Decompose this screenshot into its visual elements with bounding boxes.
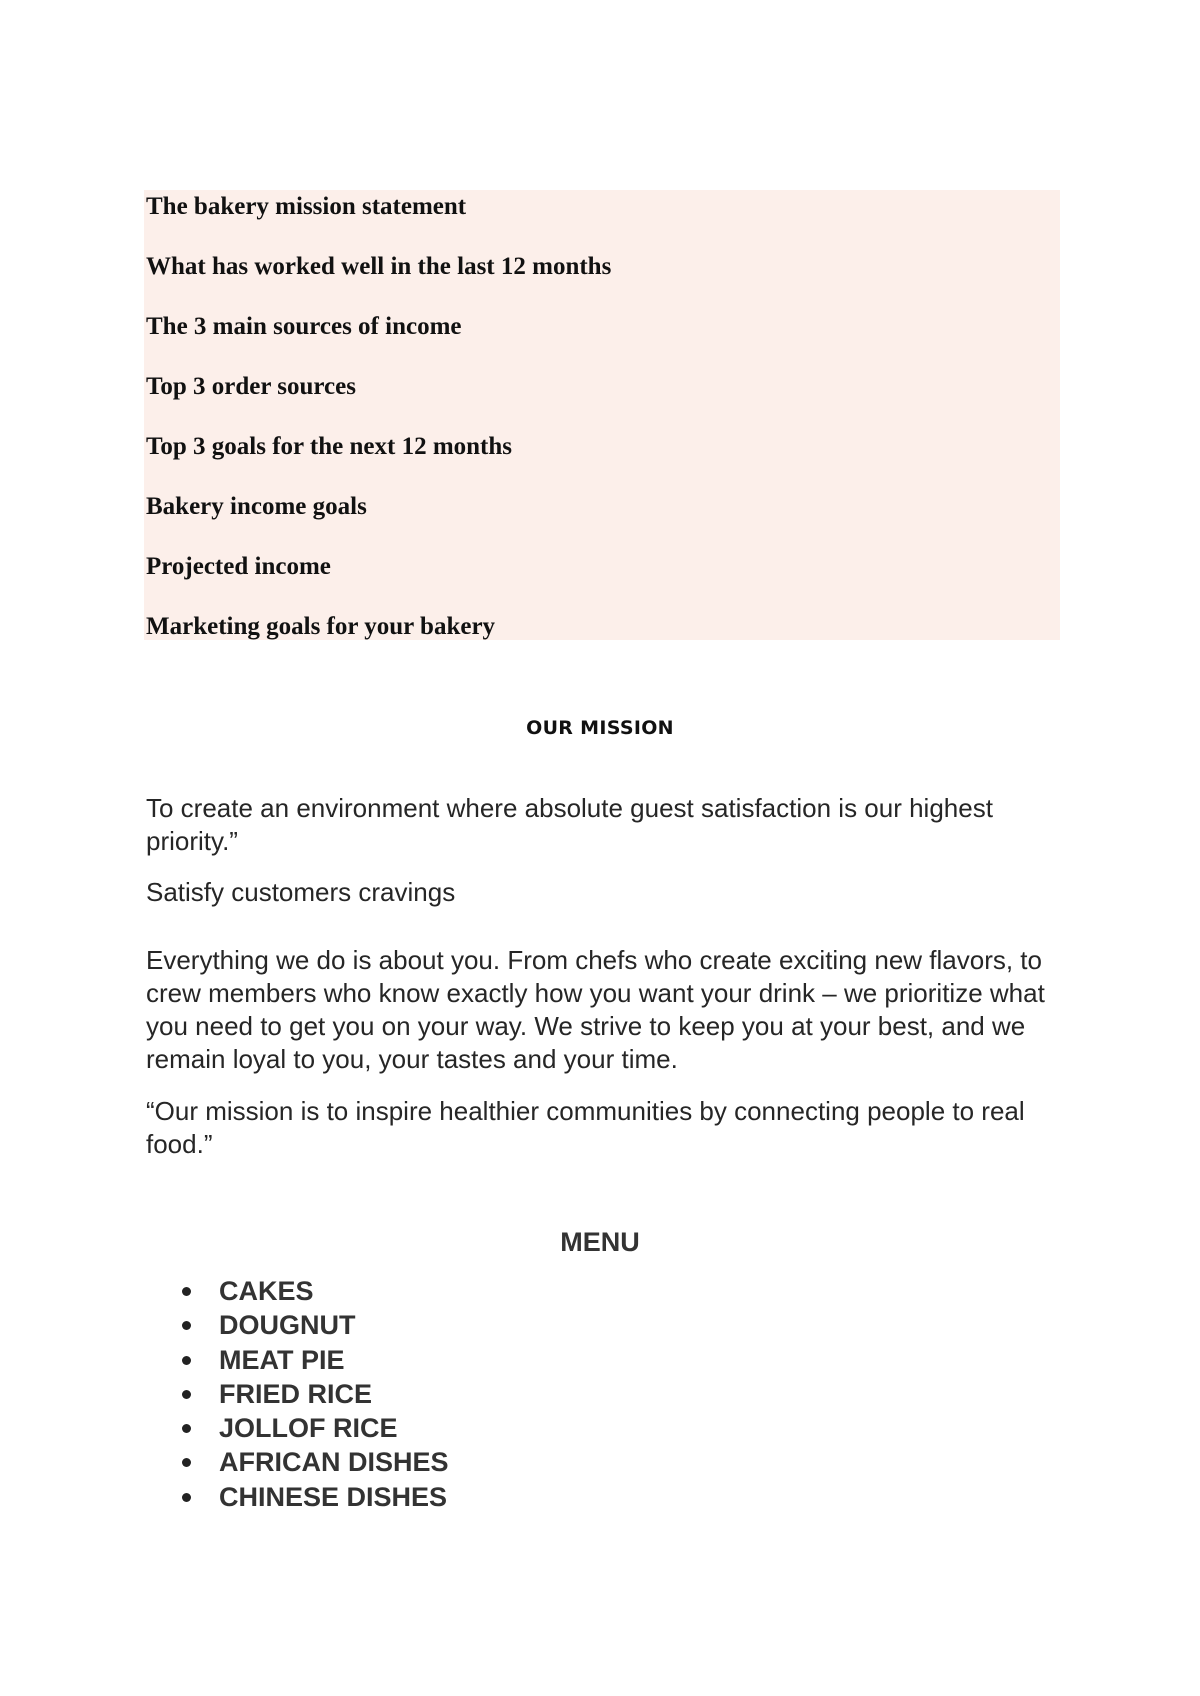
toc-item-top-goals: Top 3 goals for the next 12 months (146, 433, 513, 460)
menu-heading: MENU (560, 1227, 640, 1257)
mission-paragraph: Everything we do is about you. From chefs who create exciting new flavors, to crew members who know exactly how you want your drink – we prioritize what you need to get you on your way. We strive to keep you at your best, and we remain loyal to you, your tastes and your time. (146, 945, 1045, 1074)
bullet-icon (182, 1321, 191, 1330)
mission-paragraph: Satisfy customers cravings (146, 877, 456, 907)
menu-item-label: FRIED RICE (219, 1378, 373, 1409)
toc-item-marketing-goals: Marketing goals for your bakery (146, 613, 496, 640)
toc-item-income-goals: Bakery income goals (146, 493, 367, 520)
menu-item-label: CAKES (219, 1276, 314, 1306)
bullet-icon (182, 1458, 191, 1467)
toc-item-projected-income: Projected income (146, 553, 331, 580)
bullet-icon (182, 1493, 191, 1502)
menu-item-label: DOUGNUT (219, 1310, 356, 1341)
toc-item-mission-statement: The bakery mission statement (146, 193, 467, 220)
bullet-icon (182, 1390, 191, 1399)
toc-item-income-sources: The 3 main sources of income (146, 313, 462, 340)
toc-item-worked-well: What has worked well in the last 12 months (146, 253, 612, 280)
contents-block (144, 190, 1060, 640)
mission-heading: OUR MISSION (526, 717, 674, 739)
menu-item-label: CHINESE DISHES (219, 1481, 448, 1512)
menu-item-label: MEAT PIE (219, 1344, 345, 1375)
mission-paragraph: “Our mission is to inspire healthier communities by connecting people to real food.” (146, 1096, 1025, 1159)
menu-item-label: AFRICAN DISHES (219, 1447, 449, 1478)
toc-item-order-sources: Top 3 order sources (146, 373, 356, 400)
bullet-icon (182, 1356, 191, 1365)
menu-item-label: JOLLOF RICE (219, 1413, 398, 1444)
bullet-icon (182, 1287, 191, 1296)
mission-paragraph: To create an environment where absolute guest satisfaction is our highest priority.” (146, 793, 993, 856)
bullet-icon (182, 1424, 191, 1433)
